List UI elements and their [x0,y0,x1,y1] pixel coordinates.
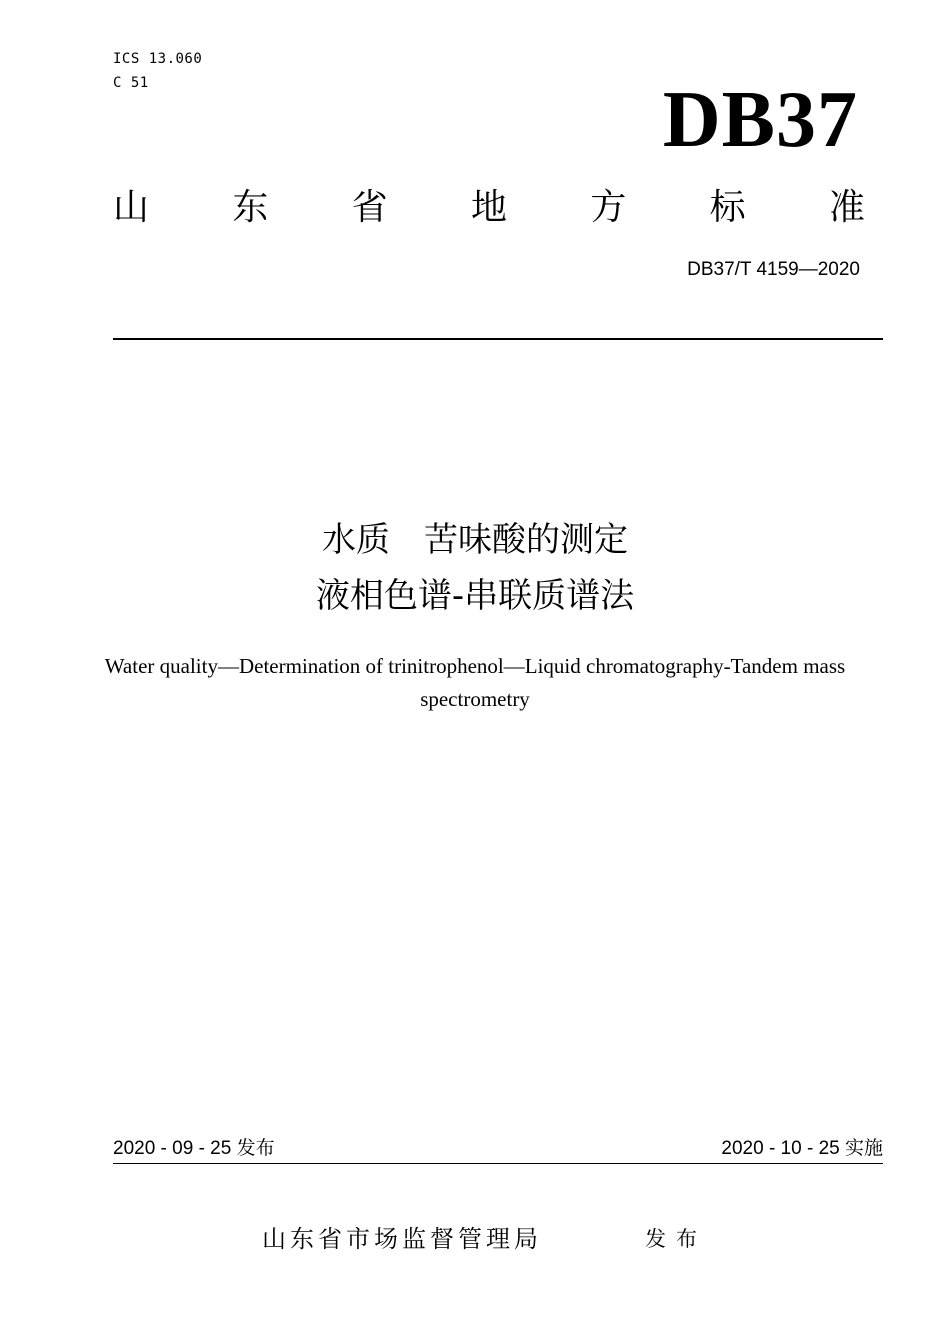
classification-codes [113,47,202,95]
standard-type-char: 地 [470,187,507,228]
standard-type-char: 标 [709,187,746,228]
standard-type-char: 山 [113,187,150,228]
issuing-authority: 山东省市场监督管理局 [262,1225,542,1253]
standard-type-char: 方 [590,187,627,228]
standard-logo: DB37 [662,76,858,164]
standard-type-char: 东 [232,187,269,228]
title-line-1: 水质 苦味酸的测定 [322,520,628,560]
issue-label: 发布 [645,1227,707,1251]
implementation-date: 2020 - 10 - 25 实施 [721,1138,883,1159]
footer-divider [113,1163,883,1164]
issue-date: 2020 - 09 - 25 发布 [113,1138,275,1159]
title-line-2: 液相色谱-串联质谱法 [315,576,635,616]
english-title: Water quality—Determination of trinitrophenol—Liquid chromatography-Tandem mass spectrometry [104,654,846,711]
standard-number: DB37/T 4159—2020 [687,259,860,280]
standard-type-char: 准 [828,187,865,228]
ccs-code: C 51 [113,75,149,91]
ics-code: ICS 13.060 [113,51,203,67]
header-divider [113,338,883,340]
standard-type-heading [113,186,865,230]
standard-type-char: 省 [351,187,388,228]
